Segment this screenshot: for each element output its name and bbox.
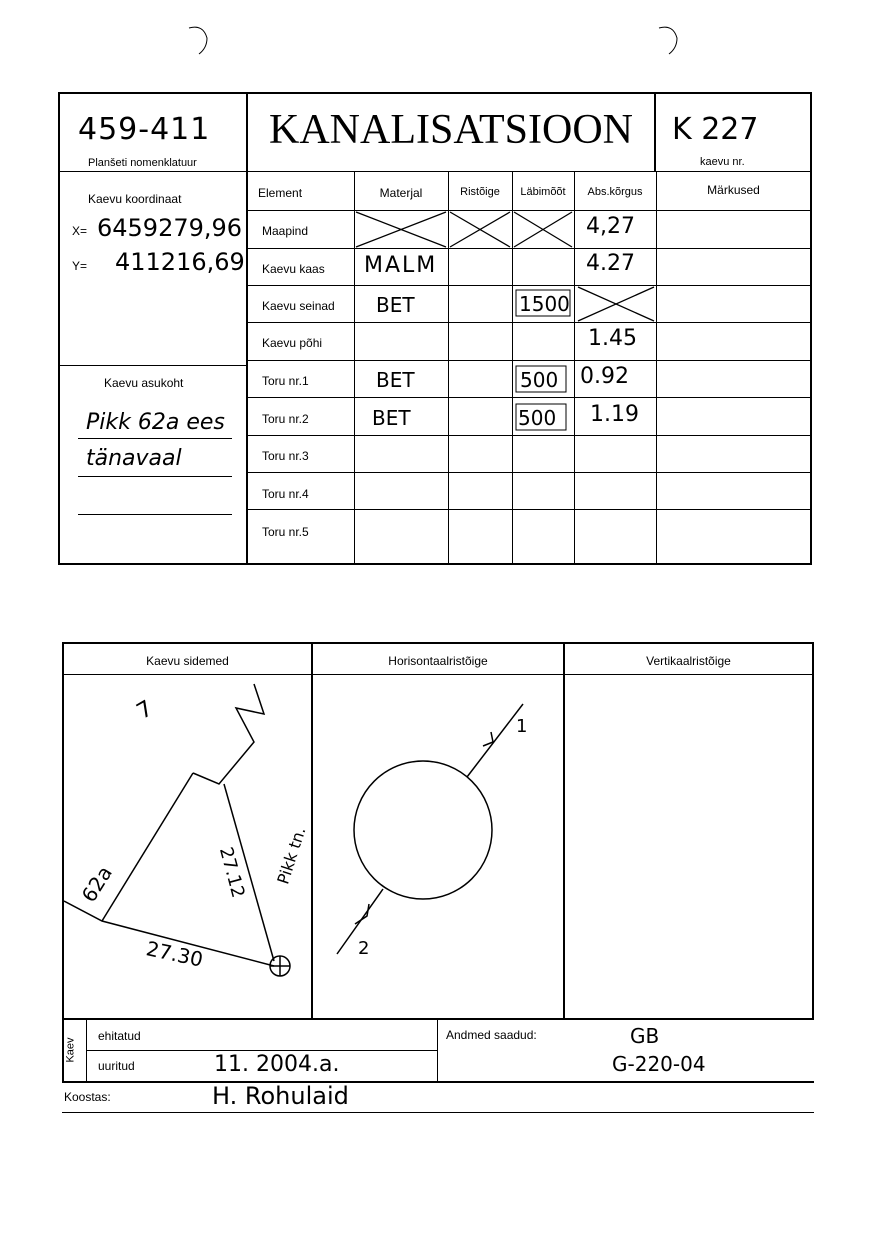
cell-diameter: 500 [518, 406, 557, 430]
col-notes: Märkused [707, 183, 760, 197]
cell-diameter: 1500 [519, 292, 570, 316]
col-cross-section: Ristõige [460, 186, 500, 198]
crossed-cells [0, 0, 874, 600]
location-label: Kaevu asukoht [104, 376, 184, 390]
cell-diameter: 500 [520, 368, 559, 392]
section-links-title: Kaevu sidemed [146, 654, 229, 668]
pipe-label-2: 2 [358, 938, 370, 959]
data-received-value-1: GB [630, 1024, 660, 1048]
cell-abs-height: 4.27 [586, 251, 635, 276]
sketch-label-seven: 7 [132, 696, 158, 725]
cell-material: MALM [364, 253, 438, 278]
cell-material: BET [376, 368, 415, 392]
nomenclature-value: 459-411 [78, 112, 211, 147]
well-number-label: kaevu nr. [700, 156, 745, 168]
well-number-value: K 227 [672, 112, 759, 147]
row-label: Toru nr.5 [262, 525, 309, 539]
data-received-label: Andmed saadud: [446, 1028, 537, 1042]
y-value: 411216,69 [115, 248, 245, 276]
col-element: Element [258, 186, 303, 200]
row-label: Toru nr.2 [262, 412, 309, 426]
compiled-by-value: H. Rohulaid [212, 1082, 349, 1110]
data-received-value-2: G-220-04 [612, 1052, 706, 1076]
sketch-label-street: Pikk tn. [273, 824, 310, 887]
col-material: Materjal [379, 186, 423, 200]
row-label: Maapind [262, 224, 309, 238]
sketch-label-distance-2: 27.30 [144, 936, 206, 972]
x-value: 6459279,96 [97, 214, 243, 242]
sketch-label-distance-1: 27.12 [214, 844, 249, 901]
row-label: Toru nr.3 [262, 449, 309, 463]
row-label: Kaevu põhi [262, 336, 323, 350]
form-title: KANALISATSIOON [269, 107, 633, 153]
surveyed-label: uuritud [98, 1059, 135, 1073]
location-line-1: Pikk 62a ees [86, 410, 225, 435]
row-label: Toru nr.4 [262, 487, 309, 501]
coordinates-label: Kaevu koordinaat [88, 192, 182, 206]
y-label: Y= [72, 259, 88, 273]
x-label: X= [72, 224, 88, 238]
cell-abs-height: 4,27 [586, 214, 635, 239]
cell-abs-height: 1.45 [588, 326, 637, 351]
compiled-by-label: Koostas: [64, 1090, 111, 1104]
surveyed-value: 11. 2004.a. [214, 1052, 340, 1077]
sketch-label-house: 62a [76, 861, 118, 907]
cell-abs-height: 1.19 [590, 402, 639, 427]
section-horizontal-title: Horisontaalristõige [388, 654, 488, 668]
cell-material: BET [376, 293, 415, 317]
row-label: Kaevu kaas [262, 262, 325, 276]
kaev-label: Kaev [64, 1037, 77, 1063]
row-label: Kaevu seinad [262, 299, 335, 313]
built-label: ehitatud [98, 1029, 141, 1043]
col-diameter: Läbimõõt [520, 186, 566, 198]
section-vertical-title: Vertikaalristõige [646, 654, 731, 668]
location-line-2: tänavaal [86, 446, 182, 471]
pipe-label-1: 1 [516, 716, 528, 737]
col-abs-height: Abs.kõrgus [587, 186, 643, 198]
row-label: Toru nr.1 [262, 374, 309, 388]
cell-abs-height: 0.92 [580, 364, 629, 389]
nomenclature-label: Planšeti nomenklatuur [88, 157, 197, 169]
cell-material: BET [372, 406, 411, 430]
